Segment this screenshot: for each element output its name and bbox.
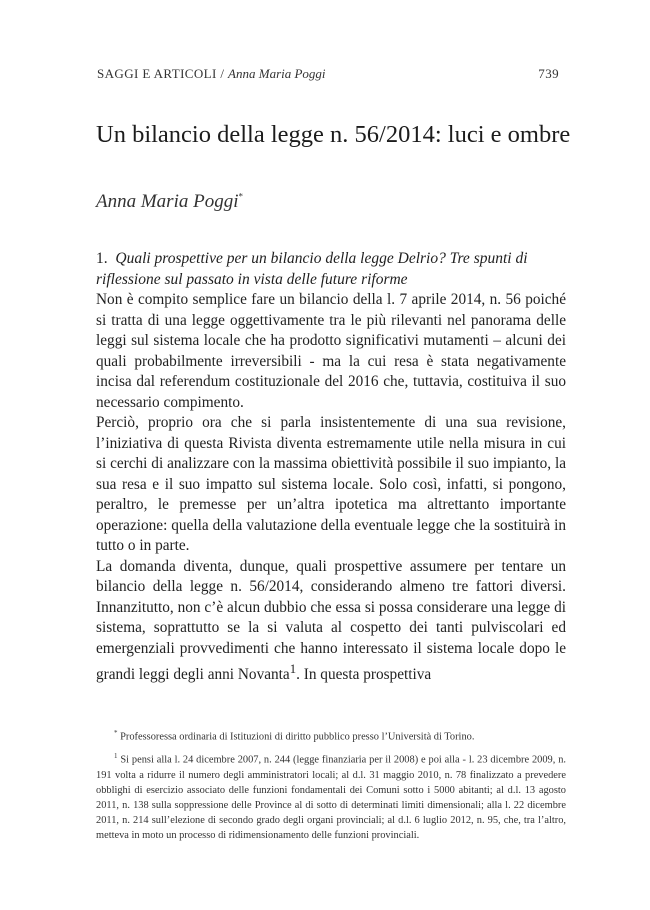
paragraph: Perciò, proprio ora che si parla insistentemente di una sua revisione, l’iniziativa di questa Rivista diventa estremamente utile nella misura in cui si cerchi di analizzare con la massima obiettività possibile il suo impianto, la sua resa e il suo impatto sul sistema locale. Solo così, infatti, si pongono, peraltro, le premesse per un’altra ipotetica ma altrettanto importante operazione: quella della valutazione della eventuale legge che la sostituirà in tutto o in parte.	[96, 414, 566, 554]
running-head-separator: /	[216, 66, 229, 81]
paragraph-text-tail: . In questa prospettiva	[296, 666, 432, 684]
running-head	[97, 66, 559, 82]
footnote-mark: 1	[114, 752, 118, 761]
paragraph	[96, 557, 566, 686]
section-number: 1.	[96, 250, 108, 267]
footnote-text: Professoressa ordinaria di Istituzioni di diritto pubblico presso l’Università di Torino.	[120, 731, 475, 743]
footnote-text: Si pensi alla l. 24 dicembre 2007, n. 244 (legge finanziaria per il 2008) e poi alla - l. 23 dicembre 2009, n. 191 volta a ridurre il numero degli amministratori locali; al d.l. 31 maggio 2010, n. 78 finalizzato a prevedere obblighi di esercizio associato delle funzioni fondamentali dei Comuni sotto i 5000 abitanti; al d.l. 13 agosto 2011, n. 138 sulla soppressione delle Province al di sotto di determinati limiti dimensionali; alla l. 22 dicembre 2011, n. 214 sull’elezione di secondo grado degli organi provinciali; al d.l. 6 luglio 2012, n. 95, che, tra l’altro, metteva in moto un processo di ridimensionamento delle funzioni provinciali.	[96, 754, 566, 841]
article-title: Un bilancio della legge n. 56/2014: luci e ombre	[96, 121, 571, 148]
paragraph: Non è compito semplice fare un bilancio della l. 7 aprile 2014, n. 56 poiché si tratta di una legge oggettivamente tra le più rilevanti nel panorama delle leggi sul sistema locale che ha prodotto significativi mutamenti – alcuni dei quali probabilmente irreversibili - ma la cui resa è stata negativamente incisa dal referendum costituzionale del 2016 che, tuttavia, costituiva il suo necessario compimento.	[96, 291, 566, 411]
section-title: Quali prospettive per un bilancio della legge Delrio? Tre spunti di riflessione sul passato in vista delle future riforme	[96, 250, 528, 288]
footnote-1	[96, 749, 566, 842]
author-name: Anna Maria Poggi	[96, 191, 239, 212]
article-body	[96, 290, 566, 686]
footnote-author	[96, 726, 566, 744]
running-head-left	[97, 66, 326, 82]
running-head-author: Anna Maria Poggi	[228, 66, 326, 81]
journal-section: SAGGI E ARTICOLI	[97, 66, 217, 81]
author-note-mark[interactable]: *	[238, 191, 243, 202]
page-number: 739	[538, 66, 559, 81]
footnote-reference[interactable]: 1	[289, 662, 297, 676]
footnotes	[96, 726, 566, 843]
footnote-mark: *	[114, 729, 118, 737]
article-byline	[96, 191, 243, 213]
paragraph-text: La domanda diventa, dunque, quali prospettive assumere per tentare un bilancio della legge n. 56/2014, considerando almeno tre fattori diversi. Innanzitutto, non c’è alcun dubbio che essa si possa considerare una legge di sistema, soprattutto se la si valuta al cospetto dei tanti pulviscolari ed emergenziali provvedimenti che hanno interessato il sistema locale dopo le grandi leggi degli anni Novanta	[96, 557, 566, 684]
section-heading	[96, 249, 566, 290]
